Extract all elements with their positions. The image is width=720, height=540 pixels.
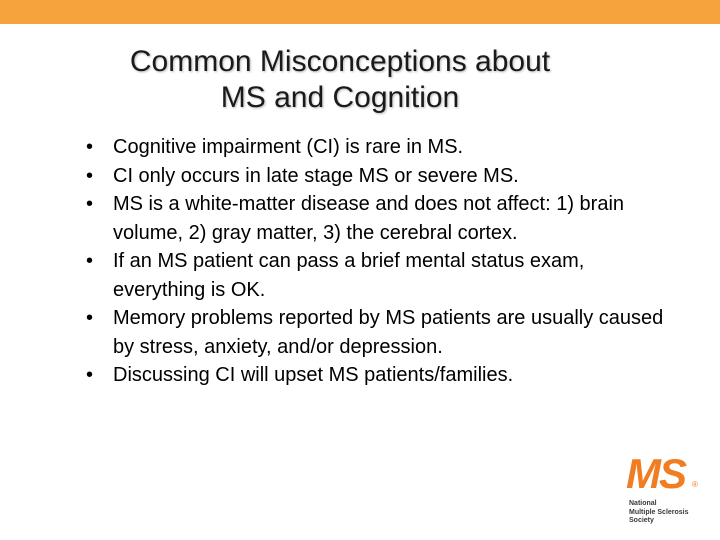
bullet-item [86,133,676,162]
bullet-text: Discussing CI will upset MS patients/families. [113,364,514,386]
slide-title-line-1: Common Misconceptions about [129,45,551,78]
bullet-item [86,162,676,191]
bullet-list [86,133,676,390]
bullet-icon: • [86,193,94,215]
bullet-icon: • [86,307,94,329]
bullet-icon: • [86,164,94,187]
slide-title-line-2: MS and Cognition [220,81,460,114]
bullet-icon: • [86,250,94,272]
bullet-item [86,190,676,247]
logo-mark: MS [626,450,685,497]
bullet-item [86,304,676,361]
bullet-item [86,361,676,390]
slide-title [40,44,640,116]
bullet-text: If an MS patient can pass a brief mental status exam, everything is OK. [113,250,585,301]
bullet-icon: • [86,136,94,158]
registered-mark: ® [692,480,698,489]
top-accent-bar [0,0,720,24]
nmss-logo [626,452,710,532]
logo-name-line: Multiple Sclerosis [629,508,689,516]
bullet-text: Memory problems reported by MS patients are usually caused by stress, anxiety, and/or depression. [113,307,664,358]
logo-name-line: National [629,500,657,507]
bullet-text: Cognitive impairment (CI) is rare in MS. [113,136,464,158]
bullet-text: MS is a white-matter disease and does not affect: 1) brain volume, 2) gray matter, 3) the cerebral cortex. [113,193,625,244]
logo-organization-name [629,500,689,526]
bullet-text: CI only occurs in late stage MS or severe MS. [113,164,519,187]
logo-name-line: Society [629,517,654,524]
bullet-item [86,247,676,304]
bullet-icon: • [86,364,94,386]
